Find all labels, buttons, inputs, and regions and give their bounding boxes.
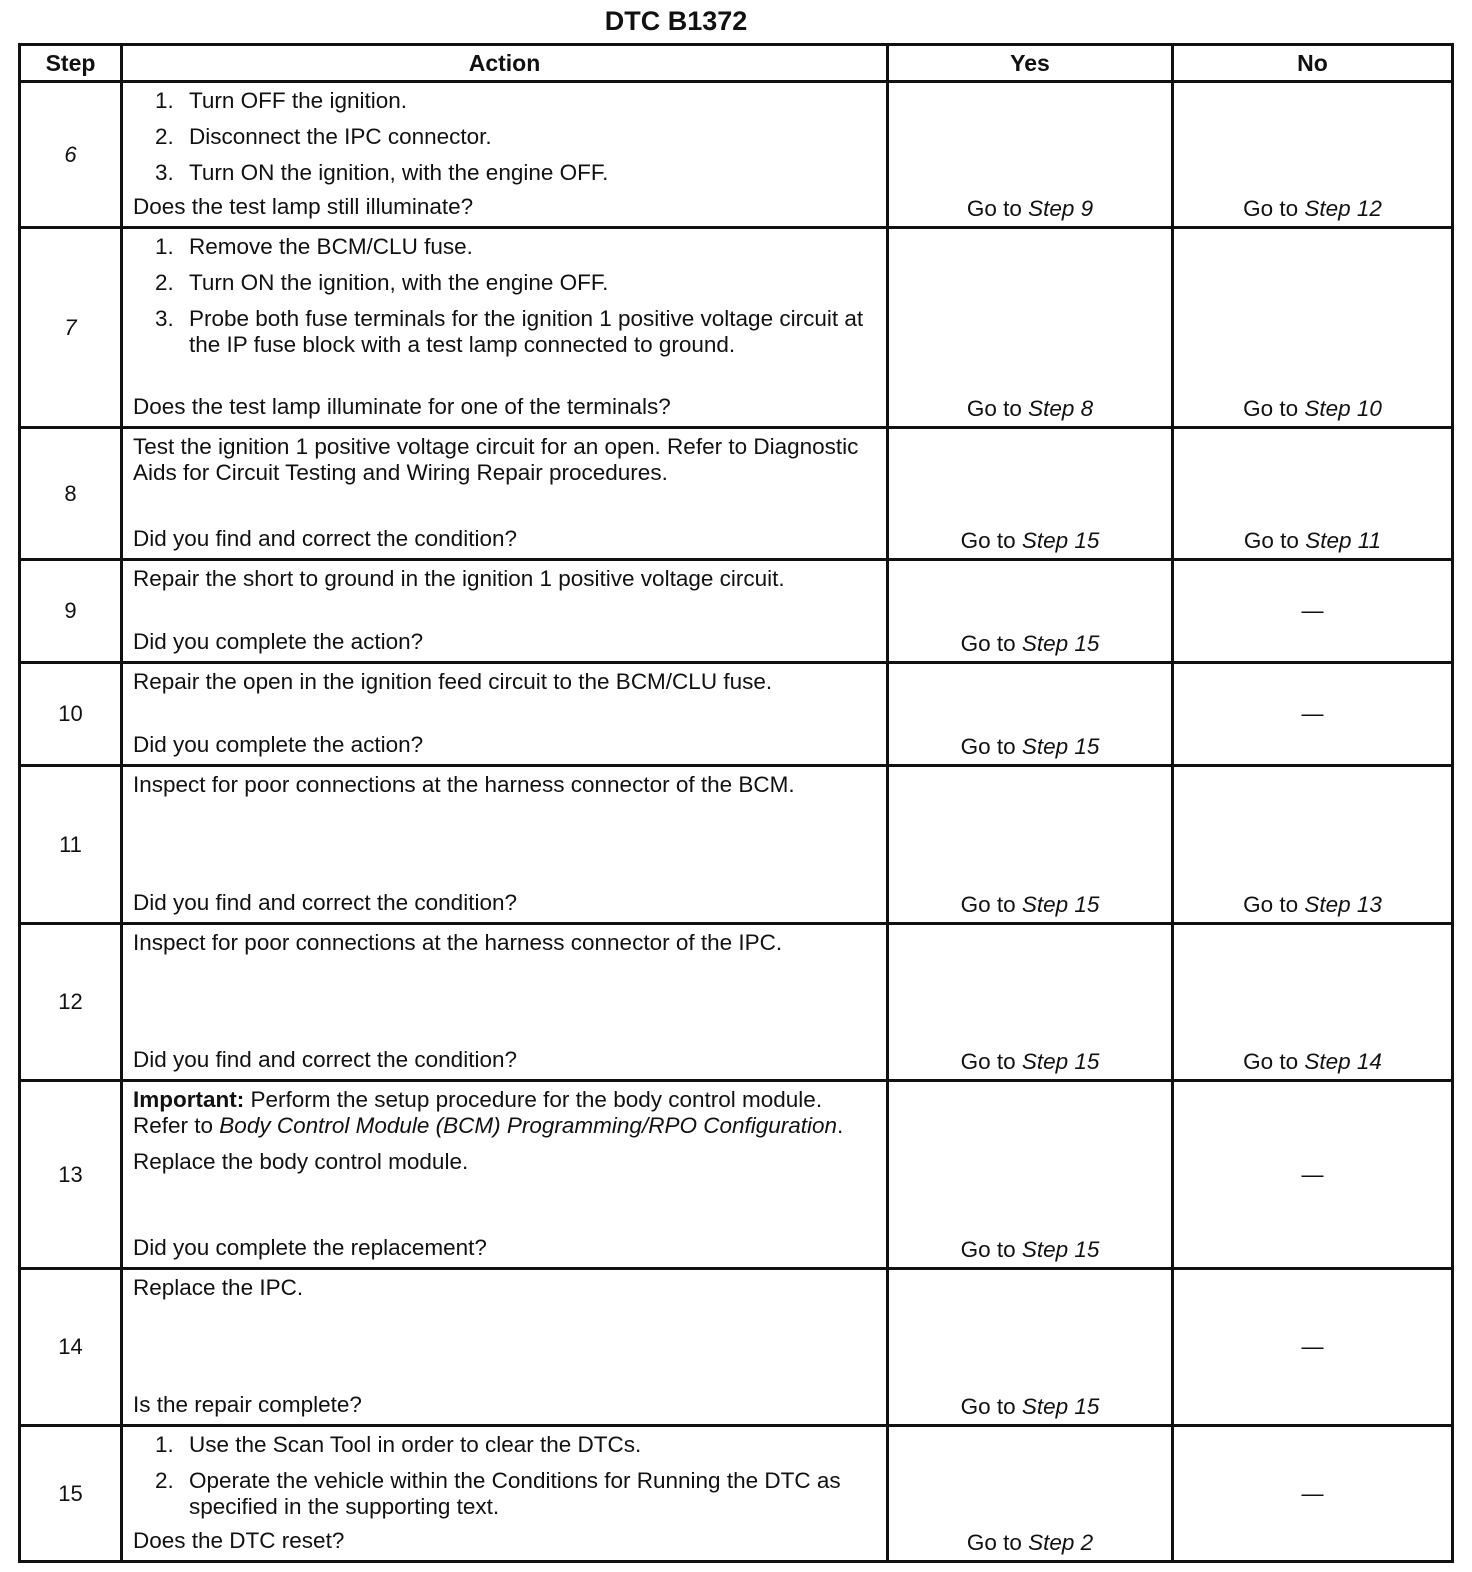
yes-link[interactable]: Step 15	[1021, 1237, 1100, 1262]
step-number: 12	[20, 924, 122, 1081]
question-text: Does the test lamp still illuminate?	[133, 194, 474, 219]
no-dash: —	[1301, 1480, 1324, 1506]
list-item: 1. Turn OFF the ignition.	[155, 88, 408, 113]
action-cell	[122, 924, 888, 1081]
no-cell	[1173, 1269, 1453, 1426]
action-cell	[122, 766, 888, 924]
header-row	[20, 45, 1453, 82]
yes-cell: Go to Step 8	[888, 228, 1173, 428]
yes-cell: Go to Step 9	[888, 82, 1173, 228]
action-text: Replace the IPC.	[133, 1275, 304, 1300]
table-row	[20, 766, 1453, 924]
action-cell	[122, 1426, 888, 1562]
question-text: Is the repair complete?	[133, 1392, 362, 1417]
yes-cell: Go to Step 15	[888, 1081, 1173, 1269]
no-link[interactable]: Step 14	[1304, 1049, 1382, 1074]
step-number: 11	[20, 766, 122, 924]
action-text: Test the ignition 1 positive voltage circuit for an open. Refer to Diagnostic Aids for Circuit Testing and Wiring Repair procedures.	[133, 434, 859, 485]
table-row	[20, 82, 1453, 228]
yes-link[interactable]: Step 9	[1028, 196, 1094, 221]
no-link[interactable]: Step 10	[1304, 396, 1382, 421]
yes-cell: Go to Step 15	[888, 560, 1173, 663]
step-number: 9	[20, 560, 122, 663]
step-number: 7	[20, 228, 122, 428]
action-cell	[122, 428, 888, 560]
header-yes: Yes	[888, 45, 1173, 82]
action-text: Repair the open in the ignition feed circuit to the BCM/CLU fuse.	[133, 669, 773, 694]
table-row	[20, 1269, 1453, 1426]
step-number: 10	[20, 663, 122, 766]
no-cell	[1173, 1081, 1453, 1269]
no-cell: Go to Step 13	[1173, 766, 1453, 924]
question-text: Did you complete the action?	[133, 732, 424, 757]
list-item: 2. Disconnect the IPC connector.	[155, 124, 492, 149]
list-item: 2. Turn ON the ignition, with the engine OFF.	[155, 270, 609, 295]
list-item: 3. Probe both fuse terminals for the ignition 1 positive voltage circuit at the IP fuse block with a test lamp connected to ground.	[155, 306, 864, 357]
step-number: 8	[20, 428, 122, 560]
question-text: Did you complete the action?	[133, 629, 424, 654]
question-text: Does the DTC reset?	[133, 1528, 345, 1553]
question-text: Did you find and correct the condition?	[133, 1047, 517, 1072]
no-link[interactable]: Step 13	[1304, 892, 1382, 917]
yes-link[interactable]: Step 15	[1021, 734, 1100, 759]
step-number: 13	[20, 1081, 122, 1269]
yes-cell: Go to Step 15	[888, 428, 1173, 560]
no-link[interactable]: Step 11	[1305, 528, 1382, 553]
no-cell: Go to Step 14	[1173, 924, 1453, 1081]
no-cell	[1173, 663, 1453, 766]
no-cell: Go to Step 10	[1173, 228, 1453, 428]
action-text: Repair the short to ground in the ignition 1 positive voltage circuit.	[133, 566, 785, 591]
yes-link[interactable]: Step 15	[1021, 1394, 1100, 1419]
action-cell	[122, 560, 888, 663]
table-row	[20, 663, 1453, 766]
no-cell	[1173, 560, 1453, 663]
header-step: Step	[20, 45, 122, 82]
no-dash: —	[1301, 598, 1324, 623]
no-cell	[1173, 1426, 1453, 1562]
step-number: 15	[20, 1426, 122, 1562]
yes-cell: Go to Step 2	[888, 1426, 1173, 1562]
action-cell	[122, 82, 888, 228]
action-cell	[122, 1081, 888, 1269]
action-cell	[122, 1269, 888, 1426]
yes-cell: Go to Step 15	[888, 924, 1173, 1081]
yes-link[interactable]: Step 15	[1021, 892, 1100, 917]
no-cell: Go to Step 11	[1173, 428, 1453, 560]
step-number: 6	[20, 82, 122, 228]
no-cell: Go to Step 12	[1173, 82, 1453, 228]
action-cell	[122, 228, 888, 428]
yes-cell: Go to Step 15	[888, 663, 1173, 766]
yes-link[interactable]: Step 8	[1028, 396, 1094, 421]
list-item: 1. Remove the BCM/CLU fuse.	[155, 234, 473, 259]
action-cell	[122, 663, 888, 766]
step-number: 14	[20, 1269, 122, 1426]
table-row	[20, 228, 1453, 428]
no-dash: —	[1301, 1334, 1324, 1359]
table-row	[20, 924, 1453, 1081]
question-text: Did you find and correct the condition?	[133, 526, 517, 551]
table-row	[20, 1081, 1453, 1269]
important-note: Important: Perform the setup procedure for the body control module. Refer to Body Control Module (BCM) Programming/RPO Configuration.	[133, 1087, 844, 1138]
yes-link[interactable]: Step 15	[1021, 528, 1100, 553]
page-title: DTC B1372	[604, 6, 748, 36]
diagnostic-table	[18, 43, 1454, 1563]
yes-link[interactable]: Step 15	[1021, 1049, 1100, 1074]
reference-link[interactable]: Body Control Module (BCM) Programming/RPO Configuration	[219, 1113, 838, 1138]
list-item: 1. Use the Scan Tool in order to clear the DTCs.	[155, 1432, 642, 1457]
list-item: 3. Turn ON the ignition, with the engine OFF.	[155, 160, 609, 185]
action-text: Inspect for poor connections at the harness connector of the IPC.	[133, 930, 783, 955]
question-text: Did you complete the replacement?	[133, 1235, 487, 1260]
no-dash: —	[1301, 701, 1324, 726]
yes-cell: Go to Step 15	[888, 766, 1173, 924]
table-row	[20, 560, 1453, 663]
header-no: No	[1173, 45, 1453, 82]
list-item: 2. Operate the vehicle within the Conditions for Running the DTC as specified in the supporting text.	[155, 1468, 841, 1519]
action-text: Replace the body control module.	[133, 1149, 469, 1174]
no-dash: —	[1301, 1161, 1324, 1187]
question-text: Did you find and correct the condition?	[133, 890, 517, 915]
yes-cell: Go to Step 15	[888, 1269, 1173, 1426]
table-row	[20, 428, 1453, 560]
question-text: Does the test lamp illuminate for one of the terminals?	[133, 394, 671, 419]
action-text: Inspect for poor connections at the harness connector of the BCM.	[133, 772, 795, 797]
table-row	[20, 1426, 1453, 1562]
no-link[interactable]: Step 12	[1304, 196, 1382, 221]
yes-link[interactable]: Step 15	[1021, 631, 1100, 656]
yes-link[interactable]: Step 2	[1028, 1530, 1094, 1555]
header-action: Action	[122, 45, 888, 82]
